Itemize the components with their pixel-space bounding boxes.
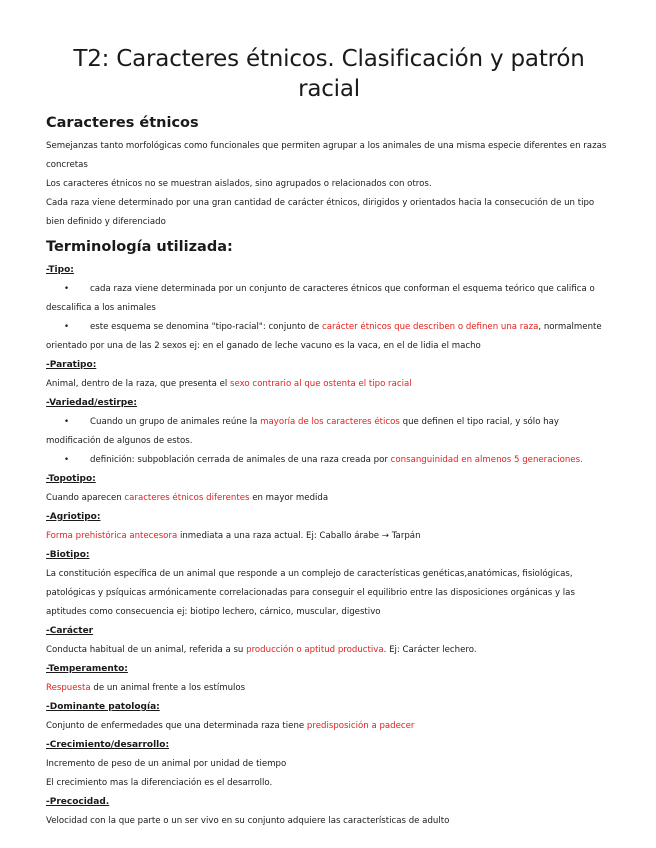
- temperamento-highlight: Respuesta: [46, 683, 91, 693]
- bullet-dot: •: [64, 417, 70, 427]
- crecimiento-line-1: Incremento de peso de un animal por unidad de tiempo: [46, 759, 287, 769]
- paragraph-2: Los caracteres étnicos no se muestran aislados, sino agrupados o relacionados con otros.: [46, 179, 432, 189]
- precocidad-line-1: Velocidad con la que parte o un ser vivo en su conjunto adquiere las características de adulto: [46, 816, 450, 826]
- dominante-pre: Conjunto de enfermedades que una determinada raza tiene: [46, 721, 307, 731]
- variedad-bullet-2-highlight: consanguinidad en almenos 5 generaciones.: [390, 455, 583, 465]
- paratipo-pre: Animal, dentro de la raza, que presenta el: [46, 379, 230, 389]
- variedad-bullet-1: [46, 413, 612, 451]
- bullet-dot: •: [64, 284, 70, 294]
- biotipo-line-1: La constitución específica de un animal que responde a un complejo de características genéticas,anatómicas, fisiológicas,: [46, 569, 573, 579]
- temperamento-post: de un animal frente a los estímulos: [90, 683, 246, 693]
- variedad-bullet-2-pre: definición: subpoblación cerrada de animales de una raza creada por: [90, 455, 391, 465]
- paragraph-3b: bien definido y diferenciado: [46, 217, 166, 227]
- tipo-bullet-2-pre: este esquema se denomina "tipo-racial": conjunto de: [90, 322, 322, 332]
- term-topotipo: -Topotipo:: [46, 474, 96, 484]
- paratipo-highlight: sexo contrario al que ostenta el tipo racial: [230, 379, 412, 389]
- biotipo-line-3: aptitudes como consecuencia ej: biotipo lechero, cárnico, muscular, digestivo: [46, 607, 381, 617]
- biotipo-line-2: patológicas y psíquicas armónicamente correlacionadas para conseguir el equilibrio entre las disposiciones orgánicas y las: [46, 588, 575, 598]
- caracter-post: . Ej: Carácter lechero.: [383, 645, 477, 655]
- tipo-bullet-1-cont: descalifica a los animales: [46, 303, 156, 313]
- page-title: T2: Caracteres étnicos. Clasificación y patrón racial: [73, 46, 585, 102]
- dominante-highlight: predisposición a padecer: [306, 721, 415, 731]
- caracter-pre: Conducta habitual de un animal, referida a su: [46, 645, 247, 655]
- term-agriotipo: -Agriotipo:: [46, 512, 101, 522]
- tipo-bullet-1-text: cada raza viene determinada por un conjunto de caracteres étnicos que conforman el esquema teórico que califica o: [90, 284, 595, 294]
- tipo-bullet-1: [46, 280, 612, 318]
- tipo-bullet-2-cont: orientado por una de las 2 sexos ej: en el ganado de leche vacuno es la vaca, en el de lidia el macho: [46, 341, 481, 351]
- temperamento-definition: [46, 679, 612, 698]
- term-paratipo: -Paratipo:: [46, 360, 97, 370]
- topotipo-post: en mayor medida: [249, 493, 329, 503]
- tipo-bullet-2: [46, 318, 612, 356]
- bullet-dot: •: [64, 322, 70, 332]
- agriotipo-definition: [46, 527, 612, 546]
- paragraph-1a: Semejanzas tanto morfológicas como funcionales que permiten agrupar a los animales de una misma especie diferentes en razas: [46, 141, 607, 151]
- term-biotipo: -Biotipo:: [46, 550, 90, 560]
- section-heading-caracteres: Caracteres étnicos: [46, 115, 199, 131]
- paratipo-definition: [46, 375, 612, 394]
- variedad-bullet-1-pre: Cuando un grupo de animales reúne la: [90, 417, 261, 427]
- term-crecimiento: -Crecimiento/desarrollo:: [46, 740, 170, 750]
- term-variedad: -Variedad/estirpe:: [46, 398, 137, 408]
- term-dominante-patologia: -Dominante patología:: [46, 702, 160, 712]
- variedad-bullet-1-post: que definen el tipo racial, y sólo hay: [399, 417, 559, 427]
- term-temperamento: -Temperamento:: [46, 664, 128, 674]
- paragraph-1b: concretas: [46, 160, 88, 170]
- term-tipo: -Tipo:: [46, 265, 74, 275]
- agriotipo-post: inmediata a una raza actual. Ej: Caballo árabe → Tarpán: [177, 531, 421, 541]
- topotipo-definition: [46, 489, 612, 508]
- variedad-bullet-1-cont: modificación de algunos de estos.: [46, 436, 193, 446]
- tipo-bullet-2-highlight: carácter étnicos que describen o definen una raza: [322, 322, 539, 332]
- term-precocidad: -Precocidad.: [46, 797, 110, 807]
- section-heading-terminologia: Terminología utilizada:: [46, 239, 233, 255]
- term-caracter: -Carácter: [46, 626, 94, 636]
- agriotipo-highlight: Forma prehistórica antecesora: [46, 531, 178, 541]
- paragraph-3a: Cada raza viene determinado por una gran cantidad de carácter étnicos, dirigidos y orientados hacia la consecución de un tipo: [46, 198, 595, 208]
- topotipo-highlight: caracteres étnicos diferentes: [124, 493, 250, 503]
- caracter-highlight: producción o aptitud productiva: [246, 645, 384, 655]
- caracter-definition: [46, 641, 612, 660]
- variedad-bullet-1-highlight: mayoría de los caracteres éticos: [260, 417, 400, 427]
- variedad-bullet-2: [46, 451, 612, 470]
- bullet-dot: •: [64, 455, 70, 465]
- tipo-bullet-2-post: , normalmente: [538, 322, 602, 332]
- crecimiento-line-2: El crecimiento mas la diferenciación es el desarrollo.: [46, 778, 273, 788]
- dominante-definition: [46, 717, 612, 736]
- topotipo-pre: Cuando aparecen: [46, 493, 125, 503]
